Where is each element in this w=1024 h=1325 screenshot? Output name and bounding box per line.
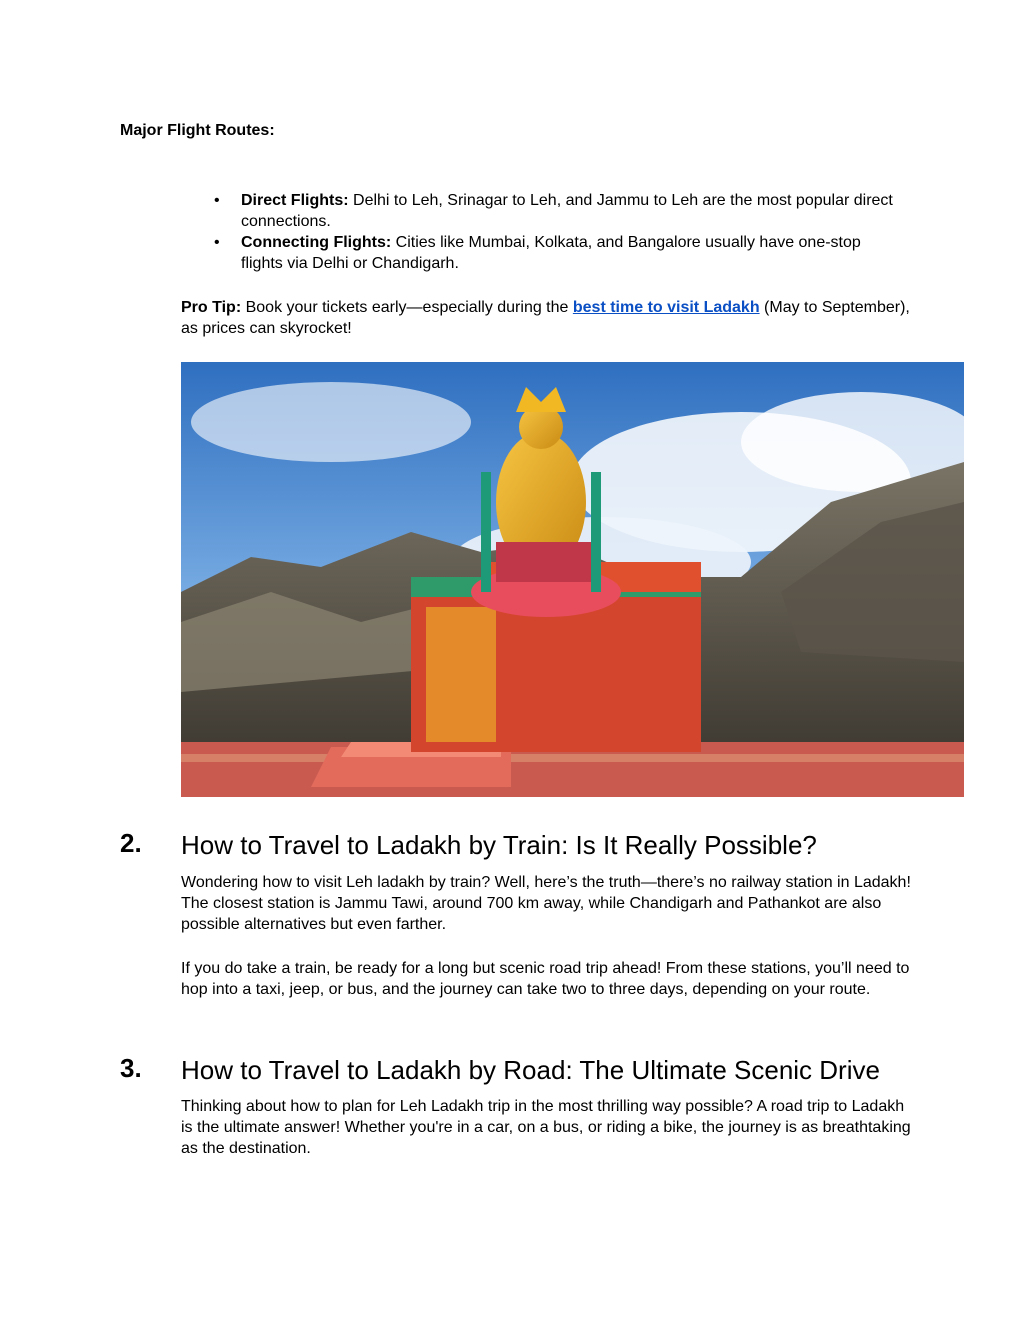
pro-tip-text-end: (May to September), as prices can skyrocket!: [181, 299, 910, 337]
paragraph: Wondering how to visit Leh ladakh by train? Well, here’s the truth—there’s no railway station in Ladakh! The closest station is Jammu Tawi, around 700 km away, while Chandigarh and Pathankot are also possible alternatives but even farther.: [181, 874, 911, 933]
list-item-label: Connecting Flights:: [241, 234, 392, 251]
section-heading: Major Flight Routes:: [120, 122, 275, 139]
section-title-road: How to Travel to Ladakh by Road: The Ultimate Scenic Drive: [181, 1055, 880, 1085]
list-item-direct-flights: [241, 190, 901, 232]
section-number: 3.: [120, 1053, 142, 1083]
list-item-text: Cities like Mumbai, Kolkata, and Bangalore usually have one-stop flights via Delhi or Chandigarh.: [241, 234, 861, 272]
section-title-train: How to Travel to Ladakh by Train: Is It Really Possible?: [181, 830, 817, 860]
list-item-connecting-flights: [241, 232, 901, 274]
section-number: 2.: [120, 828, 142, 858]
paragraph: Thinking about how to plan for Leh Ladakh trip in the most thrilling way possible? A road trip to Ladakh is the ultimate answer! Whether you're in a car, on a bus, or riding a bike, the journey is as breathtaking as the destination.: [181, 1098, 911, 1157]
bullet-icon: •: [214, 234, 220, 251]
pro-tip-paragraph: [181, 297, 921, 339]
list-item-label: Direct Flights:: [241, 192, 349, 209]
best-time-link[interactable]: best time to visit Ladakh: [572, 299, 760, 316]
pro-tip-text: Book your tickets early—especially during the: [241, 299, 573, 316]
pro-tip-label: Pro Tip:: [181, 299, 242, 316]
list-item-text: Delhi to Leh, Srinagar to Leh, and Jammu to Leh are the most popular direct connections.: [241, 192, 893, 230]
photo-illustration: [181, 362, 964, 797]
bullet-icon: •: [214, 192, 220, 209]
buddha-statue-photo: [181, 362, 964, 797]
paragraph: If you do take a train, be ready for a long but scenic road trip ahead! From these stations, you’ll need to hop into a taxi, jeep, or bus, and the journey can take two to three days, depending on your route.: [181, 960, 910, 998]
